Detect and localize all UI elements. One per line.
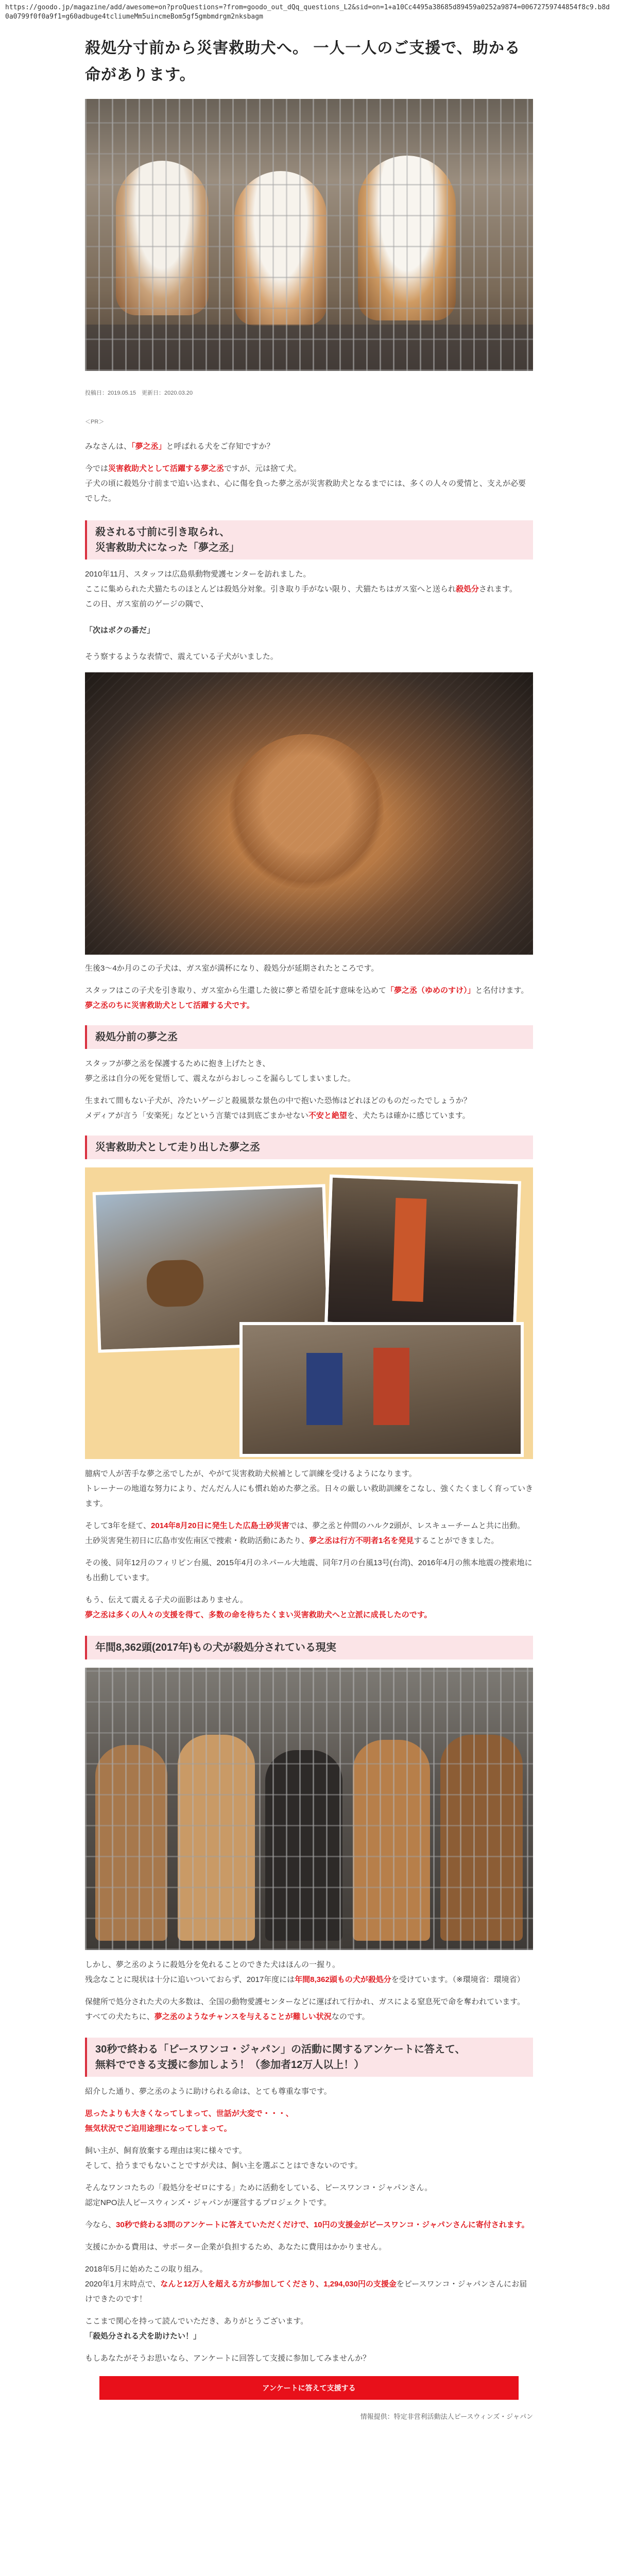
article xyxy=(85,35,533,2421)
photo-caption: 生後3〜4か月のこの子犬は、ガス室が満杯になり、殺処分が延期されたところです。 xyxy=(85,964,379,973)
paragraph: そして、拾うまでもないことですが犬は、飼い主を選ぶことはできないのです。 xyxy=(85,2161,363,2170)
paragraph: 紹介した通り、夢之丞のように助けられる命は、とても尊重な事です。 xyxy=(85,2087,332,2096)
section-heading-before: 殺処分前の夢之丞 xyxy=(85,1025,533,1049)
paragraph: この日、ガス室前のゲージの隅で、 xyxy=(85,600,209,608)
paragraph: 認定NPO法人ピースウィンズ・ジャパンが運営するプロジェクトです。 xyxy=(85,2198,332,2207)
article-title: 殺処分寸前から災害救助犬へ。 一人一人のご支援で、助かる命があります。 xyxy=(85,40,521,83)
section-heading-stats: 年間8,362頭(2017年)もの犬が殺処分されている現実 xyxy=(85,1636,533,1659)
paragraph: 残念なことに現状は十分に追いついておらず、2017年度には年間8,362頭もの犬が殺処分を受けています。（※環境省：環境省） xyxy=(85,1975,525,1984)
paragraph: 2018年5月に始めたこの取り組み。 xyxy=(85,2265,208,2274)
paragraph: もしあなたがそうお思いなら、アンケートに回答して支援に参加してみませんか？ xyxy=(85,2354,371,2363)
paragraph: もう、伝えて震える子犬の面影はありません。 xyxy=(85,1596,248,1604)
paragraph: 無気状況でご迫用途理になってしまって。 xyxy=(85,2124,232,2133)
source-credit: 情報提供：特定非営利活動法人ピースウィンズ・ジャパン xyxy=(360,2413,533,2420)
post-meta: 投稿日：2019.05.15 更新日：2020.03.20 xyxy=(85,390,193,396)
paragraph: ここまで関心を持って読んでいただき、ありがとうございます。 xyxy=(85,2317,308,2326)
paragraph: そう察するような表情で、震えている子犬がいました。 xyxy=(85,652,278,661)
paragraph: ここに集められた犬猫たちのほとんどは殺処分対象。引き取り手がない限り、犬猫たちはガス室へと送られ殺処分されます。 xyxy=(85,585,517,594)
pr-label: ＜PR＞ xyxy=(85,419,105,425)
paragraph: 夢之丞は多くの人々の支援を得て、多数の命を待ちたくまい災害救助犬へと立派に成長したのです。 xyxy=(85,1611,432,1619)
dogs-cage-photo xyxy=(85,1668,533,1950)
paragraph: 生まれて間もない子犬が、冷たいゲージと殺風景な景色の中で抱いた恐怖はどれほどのものだったでしょうか？ xyxy=(85,1096,471,1105)
paragraph: 夢之丞は自分の死を覚悟して、震えながらおしっこを漏らしてしまいました。 xyxy=(85,1074,355,1083)
paragraph: スタッフが夢之丞を保護するために抱き上げたとき、 xyxy=(85,1059,270,1068)
paragraph: 土砂災害発生初日に広島市安佐南区で捜索・救助活動にあたり、夢之丞は行方不明者1名を発見することができました。 xyxy=(85,1536,499,1545)
paragraph: 今なら、30秒で終わる3問のアンケートに答えていただくだけで、10円の支援金がピースワンコ・ジャパンさんに寄付されます。 xyxy=(85,2221,529,2229)
rescue-collage xyxy=(85,1167,533,1459)
section-heading-rescue: 殺される寸前に引き取られ、 災害救助犬になった「夢之丞」 xyxy=(85,520,533,560)
intro-line-2: 今では災害救助犬として活躍する夢之丞ですが、元は捨て犬。 xyxy=(85,464,302,473)
intro-line-3: 子犬の頃に殺処分寸前まで追い込まれ、心に傷を負った夢之丞が災害救助犬となるまでには、多くの人々の愛情と、支えが必要でした。 xyxy=(85,479,526,503)
paragraph: しかし、夢之丞のように殺処分を免れることのできた犬はほんの一握り。 xyxy=(85,1960,340,1969)
paragraph: トレーナーの地道な努力により、だんだん人にも慣れ始めた夢之丞。日々の厳しい救助訓練をこなし、強くたくましく育っていきます。 xyxy=(85,1484,534,1508)
browser-url[interactable]: https://goodo.jp/magazine/add/awesome=on?proQuestions=?from=goodo_out_dQq_questions_L2&sid=on=1+a10Cc4495a38685d89459a0252a9874=00672759744854f8c9.b8d0a0799f0f0a9f1=g60adbuge4tcliumeMm5uincmeBom5gf5gmbmdrgm2nksbagm xyxy=(5,4,610,21)
paragraph: 2020年1月末時点で、なんと12万人を超える方が参加してくださり、1,294,030円の支援金をピースワンコ・ジャパンさんにお届けできたのです！ xyxy=(85,2280,527,2303)
hero-image-puppies-cage xyxy=(85,99,533,371)
paragraph: 臆病で人が苦手な夢之丞でしたが、やがて災害救助犬候補として訓練を受けるようになります。 xyxy=(85,1469,417,1478)
paragraph: その後、同年12月のフィリピン台風、2015年4月のネパール大地震、同年7月の台風13号(台湾)、2016年4月の熊本地震の捜索地にも出動しています。 xyxy=(85,1558,533,1582)
quote: 「殺処分される犬を助けたい！」 xyxy=(85,2332,201,2341)
paragraph: 2010年11月、スタッフは広島県動物愛護センターを訪れました。 xyxy=(85,570,311,579)
paragraph: メディアが言う「安楽死」などという言葉では到底ごまかせない不安と絶望を、犬たちは確かに感じています。 xyxy=(85,1111,470,1120)
section-heading-rescue-dog: 災害救助犬として走り出した夢之丞 xyxy=(85,1136,533,1159)
survey-button[interactable]: アンケートに答えて支援する xyxy=(99,2376,519,2400)
paragraph: そんなワンコたちの「殺処分をゼロにする」ために活動をしている、ピースワンコ・ジャパンさん。 xyxy=(85,2183,433,2192)
paragraph: 思ったよりも大きくなってしまって、世話が大変で・・・、 xyxy=(85,2109,294,2118)
paragraph: 飼い主が、飼育放棄する理由は実に様々です。 xyxy=(85,2146,247,2155)
paragraph: 夢之丞のちに災害救助犬として活躍する犬です。 xyxy=(85,1001,254,1010)
paragraph: 保健所で処分された犬の大多数は、全国の動物愛護センターなどに運ばれて行かれ、ガスによる窒息死で命を奪われています。 xyxy=(85,1997,525,2006)
quote: 「次はボクの番だ」 xyxy=(85,626,155,635)
paragraph: スタッフはこの子犬を引き取り、ガス室から生還した彼に夢と希望を託す意味を込めて「夢之丞（ゆめのすけ）」と名付けます。 xyxy=(85,986,529,995)
intro-line-1: みなさんは、「夢之丞」と呼ばれる犬をご存知ですか？ xyxy=(85,442,274,451)
puppy-photo xyxy=(85,672,533,955)
paragraph: 支援にかかる費用は、サポーター企業が負担するため、あなたに費用はかかりません。 xyxy=(85,2243,387,2251)
section-heading-survey: 30秒で終わる「ピースワンコ・ジャパン」の活動に関するアンケートに答えて、 無料でできる支援に参加しよう！（参加者12万人以上！） xyxy=(85,2038,533,2077)
paragraph: すべての犬たちに、夢之丞のようなチャンスを与えることが難しい状況なのです。 xyxy=(85,2012,370,2021)
paragraph: そして3年を経て、2014年8月20日に発生した広島土砂災害では、夢之丞と仲間のハルク2頭が、レスキューチームと共に出動。 xyxy=(85,1521,525,1530)
